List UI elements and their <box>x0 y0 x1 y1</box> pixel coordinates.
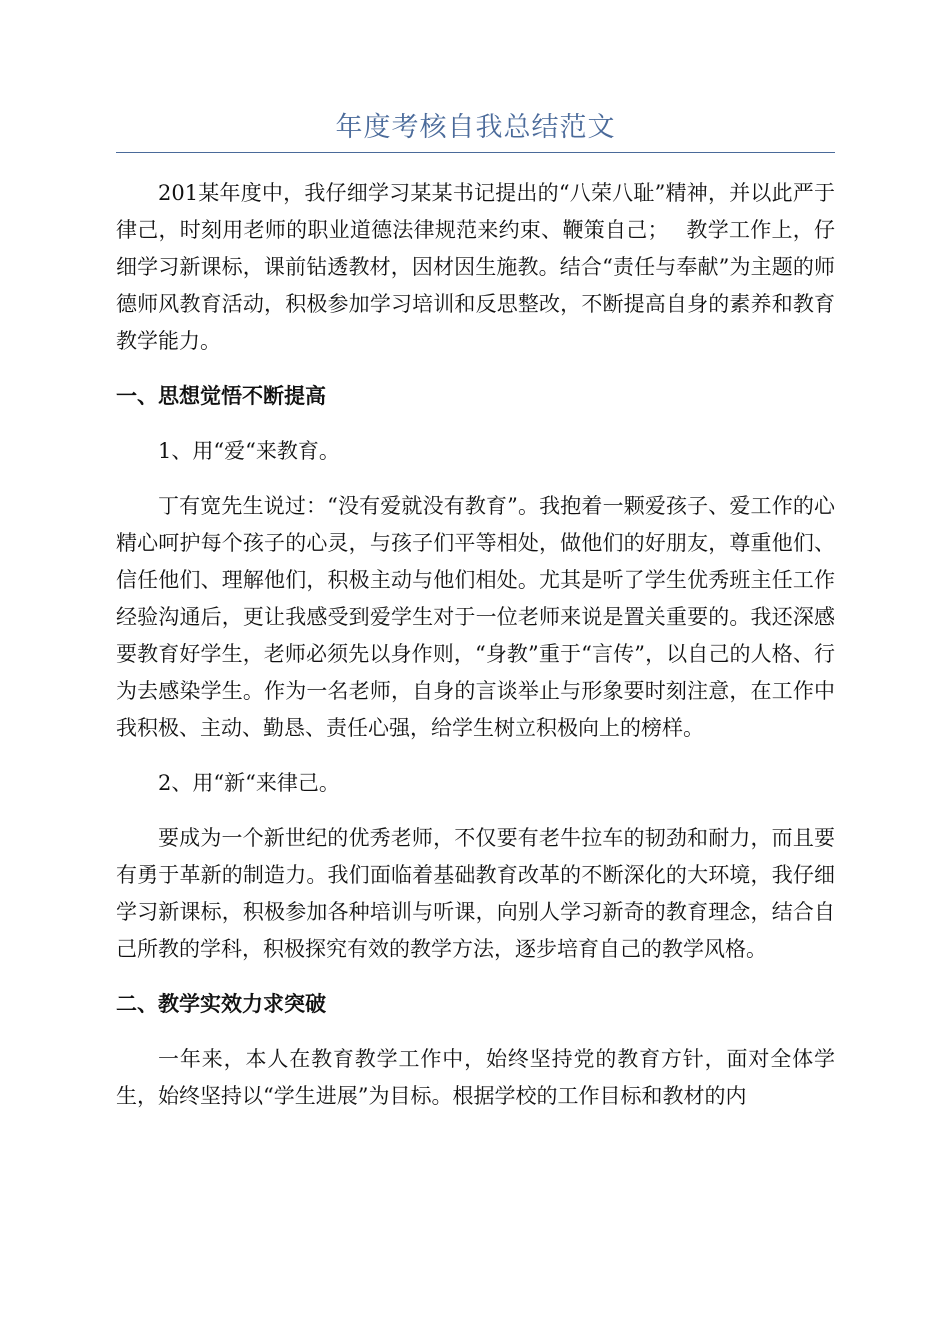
document-title: 年度考核自我总结范文 <box>335 112 616 143</box>
title-underline <box>116 152 835 153</box>
section1-paragraph-1: 丁有宽先生说过：“没有爱就没有教育”。我抱着一颗爱孩子、爱工作的心精心呵护每个孩子的心灵，与孩子们平等相处，做他们的好朋友，尊重他们、信任他们、理解他们，积极主动与他们相处。尤其是听了学生优秀班主任工作经验沟通后，更让我感受到爱学生对于一位老师来说是置关重要的。我还深感要教育好学生，老师必须先以身作则，“身教”重于“言传”，以自己的人格、行为去感染学生。作为一名老师，自身的言谈举止与形象要时刻注意，在工作中我积极、主动、勤恳、责任心强，给学生树立积极向上的榜样。 <box>116 494 835 740</box>
intro-paragraph: 201某年度中，我仔细学习某某书记提出的“八荣八耻”精神，并以此严于律己，时刻用老师的职业道德法律规范来约束、鞭策自己； 教学工作上，仔细学习新课标，课前钻透教材，因材因生施教。结合“责任与奉献”为主题的师德师风教育活动，积极参加学习培训和反思整改，不断提高自身的素养和教育教学能力。 <box>116 181 835 353</box>
section-heading-1: 一、思想觉悟不断提高 <box>116 384 326 408</box>
section-heading-2: 二、教学实效力求突破 <box>116 992 326 1016</box>
document-page <box>116 108 835 1133</box>
subsection-item-2: 2、用“新“来律己。 <box>158 771 340 795</box>
section1-paragraph-2: 要成为一个新世纪的优秀老师，不仅要有老牛拉车的韧劲和耐力，而且要有勇于革新的制造力。我们面临着基础教育改革的不断深化的大环境，我仔细学习新课标，积极参加各种培训与听课，向别人学习新奇的教育理念，结合自己所教的学科，积极探究有效的教学方法，逐步培育自己的教学风格。 <box>116 826 835 961</box>
section2-paragraph-1: 一年来，本人在教育教学工作中，始终坚持党的教育方针，面对全体学生，始终坚持以“学生进展”为目标。根据学校的工作目标和教材的内 <box>116 1047 835 1108</box>
subsection-item-1: 1、用“爱“来教育。 <box>158 439 340 463</box>
